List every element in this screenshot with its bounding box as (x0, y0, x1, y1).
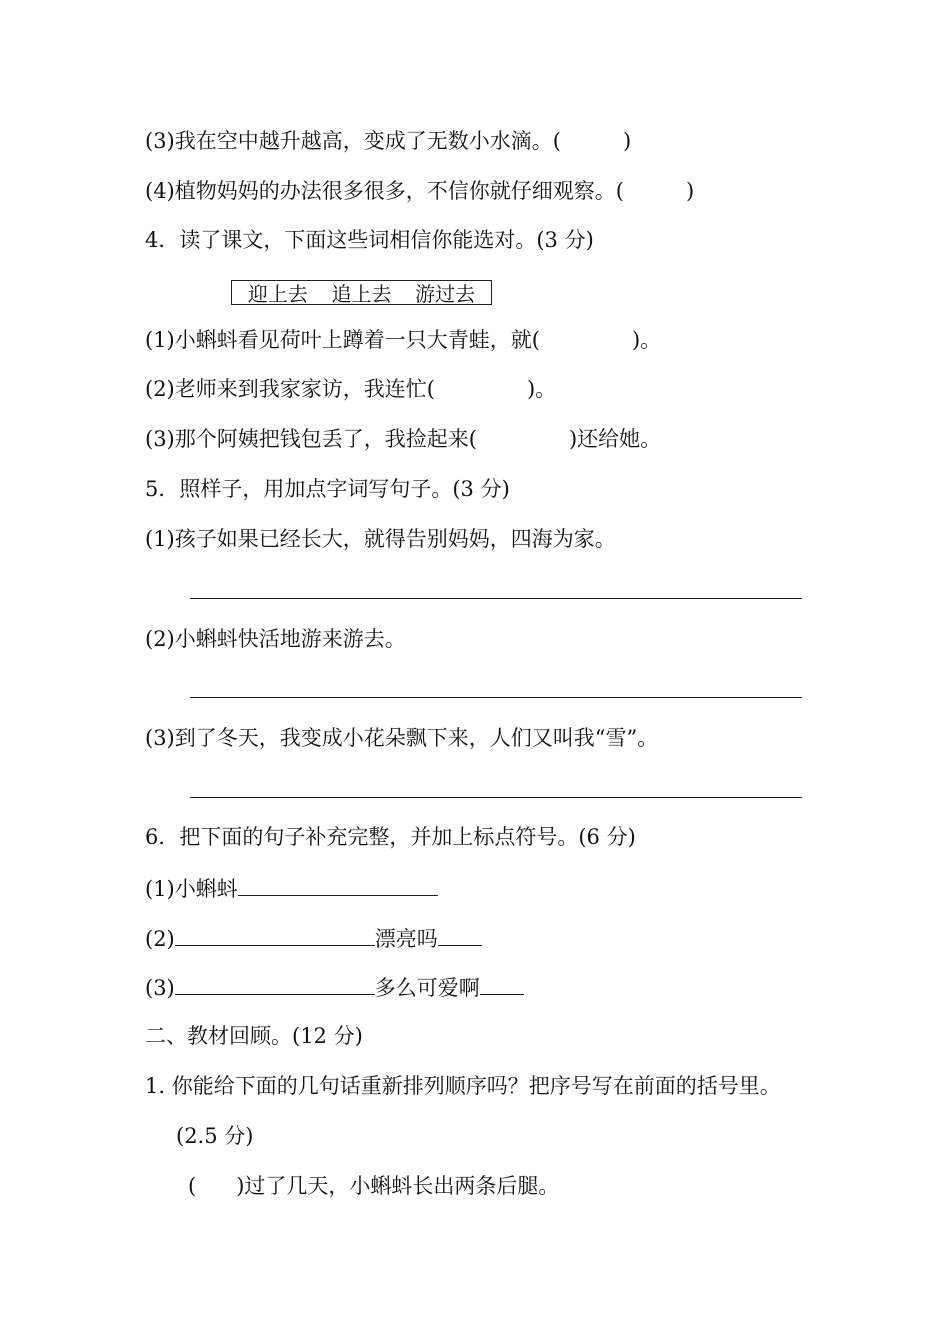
q4-item-1: (1)小蝌蚪看见荷叶上蹲着一只大青蛙，就( )。 (145, 328, 662, 352)
answer-line-2[interactable] (190, 697, 802, 698)
q6-title: 6．把下面的句子补充完整，并加上标点符号。(6 分) (145, 825, 636, 849)
s2-q1-item: ( )过了几天，小蝌蚪长出两条后腿。 (188, 1174, 560, 1198)
q5-example-3: (3)到了冬天，我变成小花朵飘下来，人们又叫我“雪”。 (145, 726, 659, 750)
punctuation-blank[interactable] (438, 927, 482, 946)
punctuation-blank[interactable] (480, 976, 524, 995)
word-1: 迎上去 (247, 282, 308, 306)
q5-title: 5．照样子，用加点字词写句子。(3 分) (145, 477, 510, 501)
word-2: 追上去 (331, 282, 392, 306)
q4-item-2: (2)老师来到我家家访，我连忙( )。 (145, 377, 557, 401)
q6-item-3: (3) 多么可爱啊 (145, 976, 524, 999)
q3-item-4: (4)植物妈妈的办法很多很多，不信你就仔细观察。( ) (145, 179, 695, 203)
answer-line-3[interactable] (190, 797, 802, 798)
fill-blank[interactable] (175, 976, 375, 995)
fill-blank[interactable] (238, 877, 438, 896)
s2-q1-prompt: 1. 你能给下面的几句话重新排列顺序吗？把序号写在前面的括号里。 (145, 1074, 781, 1098)
word-bank (231, 280, 492, 305)
q4-title: 4．读了课文，下面这些词相信你能选对。(3 分) (145, 228, 594, 252)
q4-item-3: (3)那个阿姨把钱包丢了，我捡起来( )还给她。 (145, 427, 662, 451)
q6-item-2: (2) 漂亮吗 (145, 927, 482, 950)
s2-q1-score: (2.5 分) (176, 1124, 254, 1148)
section-2-title: 二、教材回顾。(12 分) (145, 1024, 363, 1048)
q5-example-2: (2)小蝌蚪快活地游来游去。 (145, 627, 406, 651)
q3-item-3: (3)我在空中越升越高，变成了无数小水滴。( ) (145, 129, 632, 153)
q5-example-1: (1)孩子如果已经长大，就得告别妈妈，四海为家。 (145, 527, 616, 551)
word-3: 游过去 (415, 282, 476, 306)
q6-item-1: (1)小蝌蚪 (145, 877, 438, 900)
fill-blank[interactable] (175, 927, 375, 946)
answer-line-1[interactable] (190, 598, 802, 599)
